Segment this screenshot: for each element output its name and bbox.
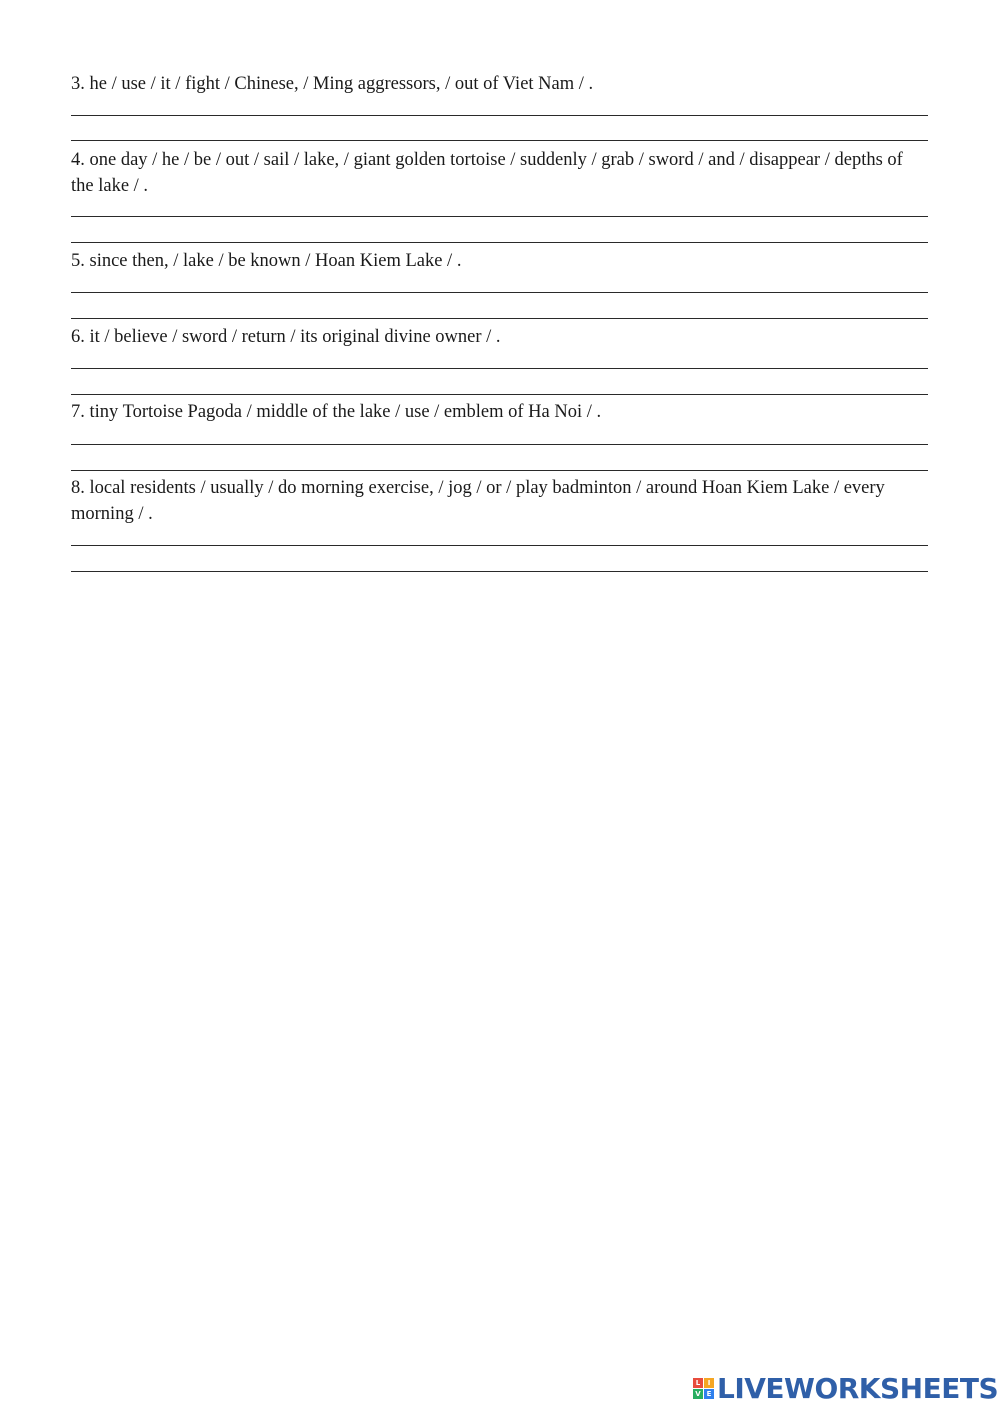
exercise-8-answer-line-1[interactable] bbox=[71, 545, 928, 546]
logo-tile-i: I bbox=[704, 1378, 714, 1388]
liveworksheets-logo bbox=[693, 1373, 998, 1403]
exercise-7-answer-line-1[interactable] bbox=[71, 444, 928, 445]
exercise-3-answer-line-2[interactable] bbox=[71, 140, 928, 141]
exercise-7-answer-line-2[interactable] bbox=[71, 470, 928, 471]
exercise-6-answer-line-2[interactable] bbox=[71, 394, 928, 395]
exercise-8-prompt: 8. local residents / usually / do morning exercise, / jog / or / play badminton / around Hoan Kiem Lake / every morning / . bbox=[71, 478, 885, 524]
exercise-4-answer-line-2[interactable] bbox=[71, 242, 928, 243]
logo-tile-l: L bbox=[693, 1378, 703, 1388]
exercise-3-answer-line-1[interactable] bbox=[71, 115, 928, 116]
exercise-3-prompt: 3. he / use / it / fight / Chinese, / Ming aggressors, / out of Viet Nam / . bbox=[71, 74, 594, 94]
exercise-5-answer-line-2[interactable] bbox=[71, 318, 928, 319]
exercise-7-prompt: 7. tiny Tortoise Pagoda / middle of the lake / use / emblem of Ha Noi / . bbox=[71, 402, 602, 422]
logo-tile-v: V bbox=[693, 1389, 703, 1399]
exercise-8-answer-line-2[interactable] bbox=[71, 571, 928, 572]
liveworksheets-logo-icon bbox=[693, 1378, 714, 1399]
exercise-6-prompt: 6. it / believe / sword / return / its original divine owner / . bbox=[71, 327, 501, 347]
exercise-6-answer-line-1[interactable] bbox=[71, 368, 928, 369]
logo-tile-e: E bbox=[704, 1389, 714, 1399]
exercise-4-answer-line-1[interactable] bbox=[71, 216, 928, 217]
exercise-5-answer-line-1[interactable] bbox=[71, 292, 928, 293]
exercise-5-prompt: 5. since then, / lake / be known / Hoan Kiem Lake / . bbox=[71, 251, 462, 271]
exercise-4-prompt: 4. one day / he / be / out / sail / lake, / giant golden tortoise / suddenly / grab / sword / and / disappear / depths of the lake / . bbox=[71, 150, 903, 196]
liveworksheets-logo-text: LIVEWORKSHEETS bbox=[717, 1371, 999, 1405]
